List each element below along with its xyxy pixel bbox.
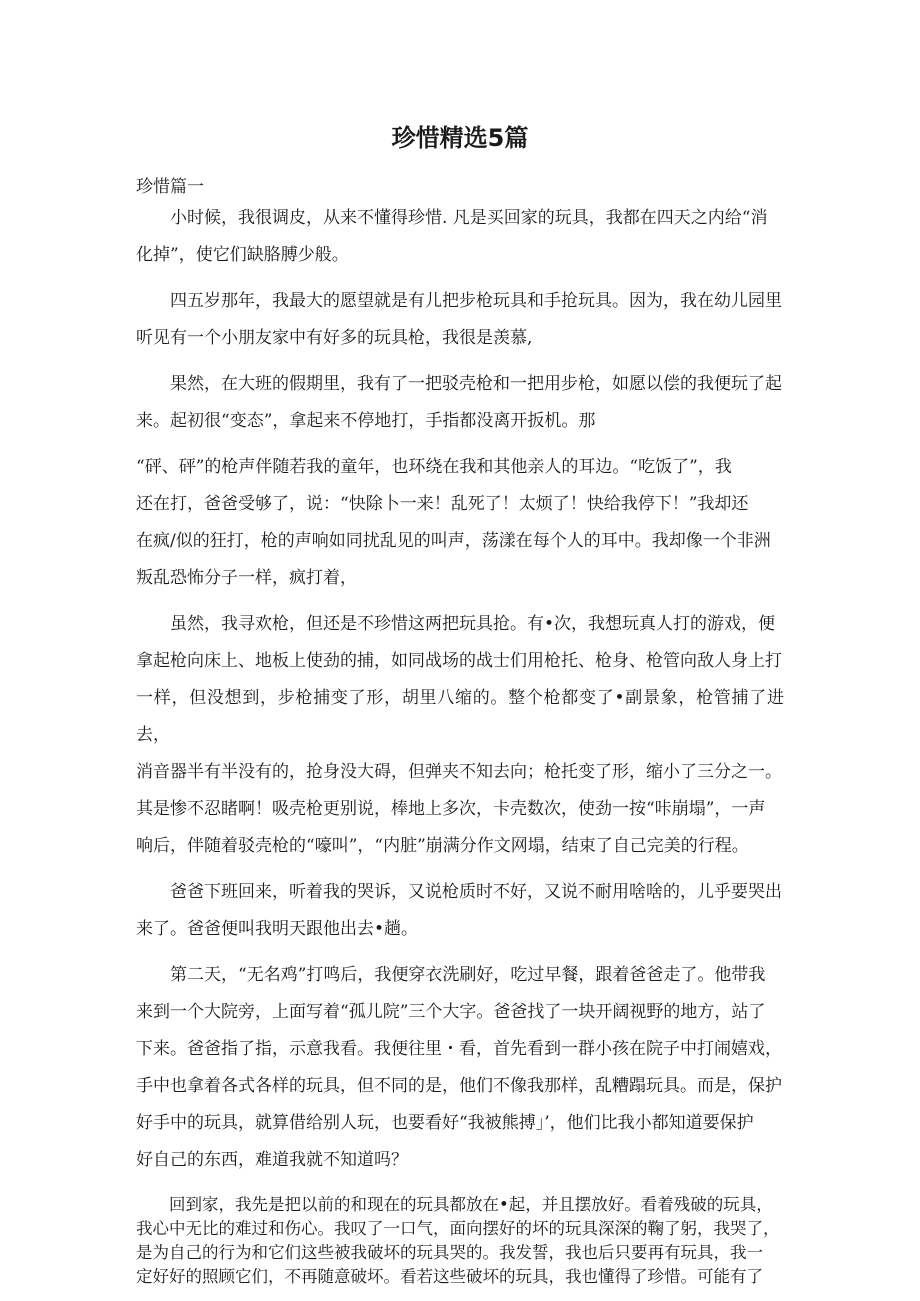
document-title: 珍惜精选5篇 <box>391 124 529 152</box>
paragraph: 果然，在大班的假期里，我有了一把驳壳枪和一把用步枪，如愿以偿的我便玩了起 来。起初很“变态”，拿起来不停地打，手指都没离开扳机。那 <box>136 374 782 431</box>
section-heading: 珍惜篇一 <box>136 177 204 197</box>
paragraph: 回到家，我先是把以前的和现在的玩具都放在•起，并且摆放好。看着残破的玩具， 我心中无比的难过和伤心。我叹了一口气，面向摆好的坏的玩具深深的鞠了躬，我哭了， 是为自己的行为和它们这些被我破坏的玩具哭的。我发誓，我也后只要再有玩具，我一 定好好的照顾它们，不再随意破坏。看若这些破坏的玩具，我也懂得了珍惜。可能有了 <box>136 1195 780 1286</box>
paragraph: “砰、砰”的枪声伴随若我的童年，也环绕在我和其他亲人的耳边。“吃饭了”，我 还在打，爸爸受够了，说：“快除卜一来！乱死了！太烦了！快给我停下！”我却还 在疯/似的狂打，枪的声响如同扰乱见的叫声，荡漾在每个人的耳中。我却像一个非洲 叛乱恐怖分子一样，疯打着， <box>136 457 771 588</box>
document-body <box>136 200 784 1298</box>
paragraph: 爸爸下班回来，听着我的哭诉，又说枪质时不好，又说不耐用啥啥的，儿乎要哭出 来了。爸爸便叫我明天跟他出去•趟。 <box>136 882 782 939</box>
paragraph: 虽然，我寻欢枪，但还是不珍惜这两把玩具抢。有•次，我想玩真人打的游戏，便 拿起枪向床上、地板上使劲的捕，如同战场的战士们用枪托、枪身、枪管向敌人身上打 一样，但没想到，步枪捕变了形，胡里八缩的。整个枪都变了•副景象，枪管捕了进去， 消音器半有半没有的，抢身没大碍，但弹夹不知去向；枪托变了形，缩小了三分之一。 其是惨不忍睹啊！吸壳枪更别说，棒地上多次，卡壳数次，使劲一按“咔崩塌”，一声 响后，伴随着驳壳枪的“嚎叫”，“内脏”崩满分作文网塌，结束了自己完美的行程。 <box>136 614 784 856</box>
paragraph: 小时候，我很调皮，从来不懂得珍惜. 凡是买回家的玩具，我都在四天之内给“消 化掉”，使它们缺胳膊少般。 <box>136 208 768 265</box>
paragraph: 第二天，“无名鸡”打鸣后，我便穿衣洗刷好，吃过早餐，跟着爸爸走了。他带我 来到一个大院旁，上面写着“孤儿院”三个大字。爸爸找了一块开阔视野的地方，站了 下来。爸爸指了指，示意我看。我便往里・看，首先看到一群小孩在院子中打闹嬉戏， 手中也拿着各式各样的玩具，但不同的是，他们不像我那样，乱糟蹋玩具。而是，保护 好手中的玩具，就算借给别人玩，也要看好“我被熊搏」’，他们比我小都知道要保护 好自己的东西，难道我就不知道吗？ <box>136 965 782 1170</box>
paragraph: 四五岁那年，我最大的愿望就是有儿把步枪玩具和手抢玩具。因为，我在幼儿园里 听见有一个小朋友家中有好多的玩具枪，我很是羡慕, <box>136 291 782 348</box>
